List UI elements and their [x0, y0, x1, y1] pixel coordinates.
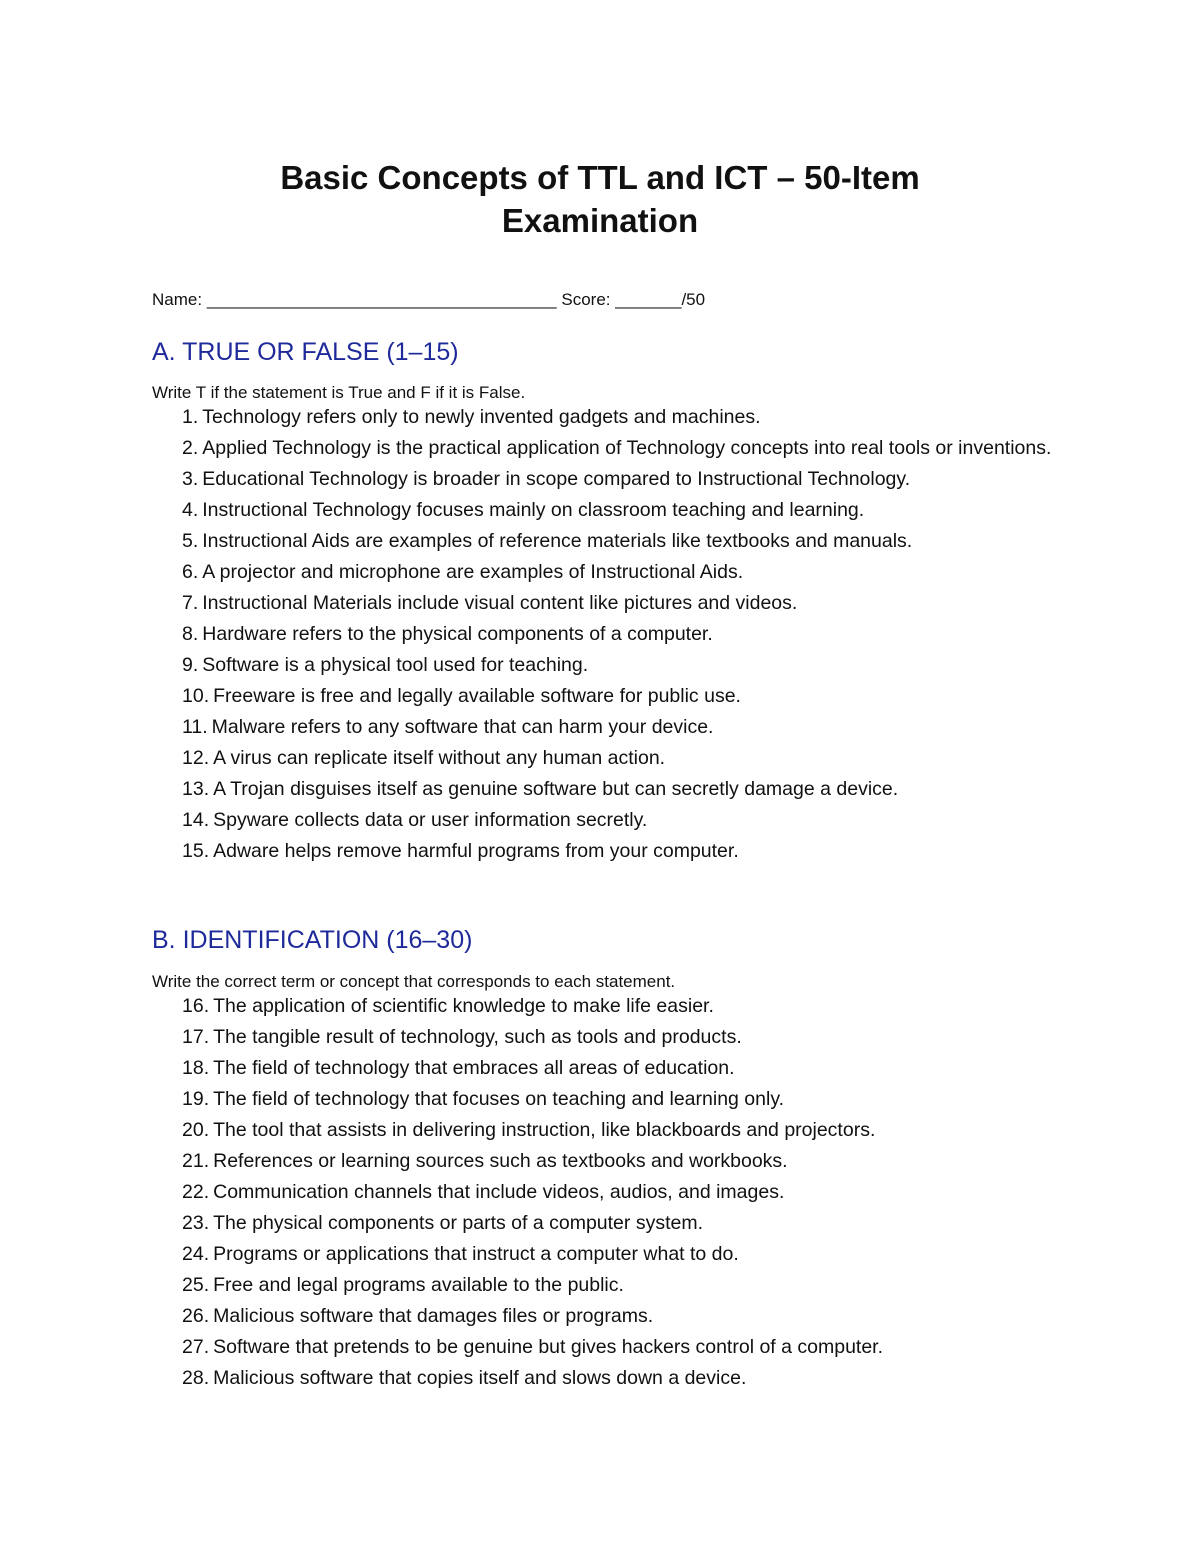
item-number: 27.: [182, 1336, 210, 1358]
item-number: 12.: [182, 747, 210, 769]
item-text: The field of technology that embraces all areas of education.: [213, 1057, 735, 1079]
list-item: [182, 468, 1062, 490]
item-text: Free and legal programs available to the public.: [213, 1274, 624, 1296]
item-text: Adware helps remove harmful programs from your computer.: [213, 840, 739, 862]
item-number: 4.: [182, 499, 199, 521]
item-text: Instructional Aids are examples of reference materials like textbooks and manuals.: [202, 530, 913, 552]
item-text: The field of technology that focuses on teaching and learning only.: [213, 1088, 785, 1110]
title-line-2: Examination: [501, 202, 699, 239]
item-text: The physical components or parts of a computer system.: [213, 1212, 703, 1234]
list-item: [182, 840, 1062, 862]
item-text: Educational Technology is broader in scope compared to Instructional Technology.: [202, 468, 911, 490]
item-text: Applied Technology is the practical application of Technology concepts into real tools or inventions.: [202, 437, 1052, 459]
item-number: 19.: [182, 1088, 210, 1110]
item-number: 16.: [182, 995, 210, 1017]
item-number: 23.: [182, 1212, 210, 1234]
item-number: 13.: [182, 778, 210, 800]
item-text: Software is a physical tool used for teaching.: [202, 654, 589, 676]
list-item: [182, 654, 1062, 676]
item-number: 22.: [182, 1181, 210, 1203]
list-item: [182, 623, 1062, 645]
item-number: 18.: [182, 1057, 210, 1079]
list-item: [182, 406, 1062, 428]
list-item: [182, 809, 1062, 831]
item-number: 11.: [182, 716, 208, 738]
section-a-heading: A. TRUE OR FALSE (1–15): [152, 338, 459, 366]
item-number: 15.: [182, 840, 210, 862]
item-number: 1.: [182, 406, 199, 428]
item-number: 10.: [182, 685, 210, 707]
item-number: 8.: [182, 623, 199, 645]
item-text: Malicious software that copies itself and slows down a device.: [213, 1367, 747, 1389]
item-text: Freeware is free and legally available software for public use.: [213, 685, 741, 707]
list-item: [182, 530, 1062, 552]
item-number: 14.: [182, 809, 210, 831]
name-blank[interactable]: _____________________________________: [206, 290, 557, 309]
title-line-1: Basic Concepts of TTL and ICT – 50-Item: [280, 159, 920, 196]
list-item: [182, 592, 1062, 614]
list-item: [182, 499, 1062, 521]
item-number: 20.: [182, 1119, 210, 1141]
section-b-instruction: Write the correct term or concept that corresponds to each statement.: [152, 972, 676, 991]
list-item: [182, 1305, 1062, 1327]
item-text: A Trojan disguises itself as genuine software but can secretly damage a device.: [213, 778, 899, 800]
list-item: [182, 1119, 1062, 1141]
section-a-instruction: Write T if the statement is True and F if it is False.: [152, 383, 526, 402]
item-number: 5.: [182, 530, 199, 552]
item-number: 21.: [182, 1150, 210, 1172]
item-text: Technology refers only to newly invented gadgets and machines.: [202, 406, 761, 428]
item-text: A projector and microphone are examples of Instructional Aids.: [202, 561, 744, 583]
item-text: Communication channels that include videos, audios, and images.: [213, 1181, 785, 1203]
item-text: Malware refers to any software that can harm your device.: [211, 716, 714, 738]
list-item: [182, 561, 1062, 583]
item-text: The application of scientific knowledge to make life easier.: [213, 995, 714, 1017]
item-text: Hardware refers to the physical components of a computer.: [202, 623, 713, 645]
list-item: [182, 1336, 1062, 1358]
item-text: Malicious software that damages files or programs.: [213, 1305, 654, 1327]
item-number: 28.: [182, 1367, 210, 1389]
score-blank[interactable]: _______: [615, 290, 682, 309]
page-title: [0, 156, 1200, 242]
item-text: Spyware collects data or user information secretly.: [213, 809, 648, 831]
list-item: [182, 1212, 1062, 1234]
list-item: [182, 778, 1062, 800]
item-text: References or learning sources such as textbooks and workbooks.: [213, 1150, 788, 1172]
list-item: [182, 716, 1062, 738]
list-item: [182, 1026, 1062, 1048]
list-item: [182, 1057, 1062, 1079]
item-text: Instructional Technology focuses mainly on classroom teaching and learning.: [202, 499, 865, 521]
list-item: [182, 1088, 1062, 1110]
item-number: 9.: [182, 654, 199, 676]
item-number: 25.: [182, 1274, 210, 1296]
item-number: 17.: [182, 1026, 210, 1048]
item-number: 6.: [182, 561, 199, 583]
item-text: A virus can replicate itself without any human action.: [213, 747, 666, 769]
item-text: Instructional Materials include visual content like pictures and videos.: [202, 592, 798, 614]
name-label: Name:: [152, 290, 203, 309]
item-text: Software that pretends to be genuine but gives hackers control of a computer.: [213, 1336, 884, 1358]
list-item: [182, 1367, 1062, 1389]
item-text: The tool that assists in delivering instruction, like blackboards and projectors.: [213, 1119, 876, 1141]
section-a-list: [182, 406, 1062, 871]
list-item: [182, 1243, 1062, 1265]
item-text: The tangible result of technology, such as tools and products.: [213, 1026, 742, 1048]
item-number: 24.: [182, 1243, 210, 1265]
list-item: [182, 995, 1062, 1017]
list-item: [182, 437, 1062, 459]
item-number: 26.: [182, 1305, 210, 1327]
item-number: 3.: [182, 468, 199, 490]
section-b-heading: B. IDENTIFICATION (16–30): [152, 926, 473, 954]
score-total: /50: [681, 290, 706, 309]
list-item: [182, 1274, 1062, 1296]
section-b-list: [182, 995, 1062, 1398]
list-item: [182, 1150, 1062, 1172]
score-label: Score:: [561, 290, 611, 309]
list-item: [182, 685, 1062, 707]
item-text: Programs or applications that instruct a computer what to do.: [213, 1243, 739, 1265]
list-item: [182, 1181, 1062, 1203]
item-number: 2.: [182, 437, 199, 459]
list-item: [182, 747, 1062, 769]
name-score-line: [152, 289, 705, 311]
item-number: 7.: [182, 592, 199, 614]
